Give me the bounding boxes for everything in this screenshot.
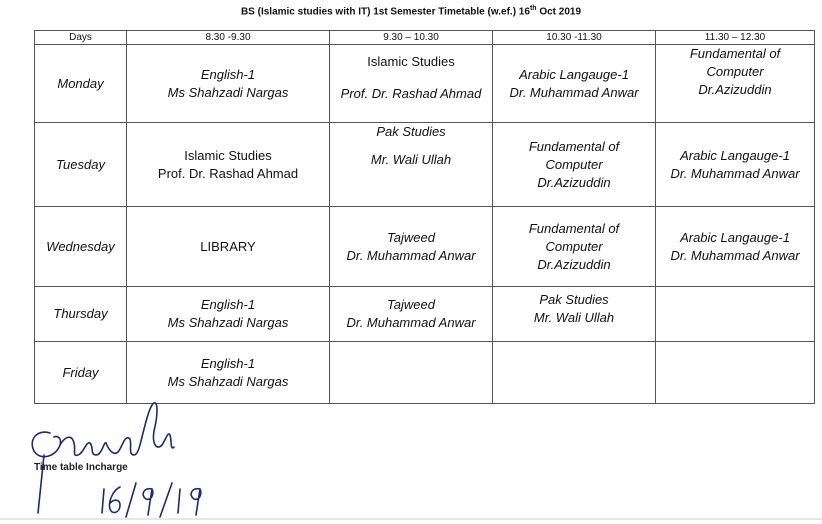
class-cell: Fundamental of Computer Dr.Azizuddin	[493, 123, 656, 207]
class-cell: Arabic Langauge-1 Dr. Muhammad Anwar	[656, 123, 815, 207]
class-cell: LIBRARY	[127, 207, 330, 287]
class-cell: Islamic Studies Prof. Dr. Rashad Ahmad	[330, 45, 493, 123]
column-header-slot-1: 8.30 -9.30	[127, 31, 330, 45]
class-cell: Islamic Studies Prof. Dr. Rashad Ahmad	[127, 123, 330, 207]
handwritten-signature	[20, 395, 220, 520]
day-cell: Friday	[35, 342, 127, 404]
class-cell: English-1 Ms Shahzadi Nargas	[127, 342, 330, 404]
class-cell: Fundamental of Computer Dr.Azizuddin	[656, 45, 815, 123]
page-bottom-divider	[0, 518, 822, 520]
day-cell: Tuesday	[35, 123, 127, 207]
column-header-slot-4: 11.30 – 12.30	[656, 31, 815, 45]
column-header-slot-3: 10.30 -11.30	[493, 31, 656, 45]
class-cell	[493, 342, 656, 404]
table-header-row	[35, 31, 815, 45]
class-cell	[656, 342, 815, 404]
class-cell: Pak Studies Mr. Wali Ullah	[330, 123, 493, 207]
class-cell: Arabic Langauge-1 Dr. Muhammad Anwar	[656, 207, 815, 287]
table-row	[35, 207, 815, 287]
class-cell: English-1 Ms Shahzadi Nargas	[127, 287, 330, 342]
signature-label: Time table Incharge	[34, 462, 128, 473]
day-cell: Thursday	[35, 287, 127, 342]
class-cell	[330, 342, 493, 404]
class-cell: Tajweed Dr. Muhammad Anwar	[330, 287, 493, 342]
class-cell: Arabic Langauge-1 Dr. Muhammad Anwar	[493, 45, 656, 123]
page-title: BS (Islamic studies with IT) 1st Semester Timetable (w.ef.) 16th Oct 2019	[240, 5, 582, 18]
column-header-days: Days	[35, 31, 127, 45]
column-header-slot-2: 9.30 – 10.30	[330, 31, 493, 45]
table-row	[35, 123, 815, 207]
day-cell: Wednesday	[35, 207, 127, 287]
day-cell: Monday	[35, 45, 127, 123]
table-row	[35, 45, 815, 123]
timetable	[34, 30, 815, 404]
class-cell	[656, 287, 815, 342]
class-cell: Tajweed Dr. Muhammad Anwar	[330, 207, 493, 287]
table-row	[35, 287, 815, 342]
class-cell: English-1 Ms Shahzadi Nargas	[127, 45, 330, 123]
class-cell: Pak Studies Mr. Wali Ullah	[493, 287, 656, 342]
class-cell: Fundamental of Computer Dr.Azizuddin	[493, 207, 656, 287]
